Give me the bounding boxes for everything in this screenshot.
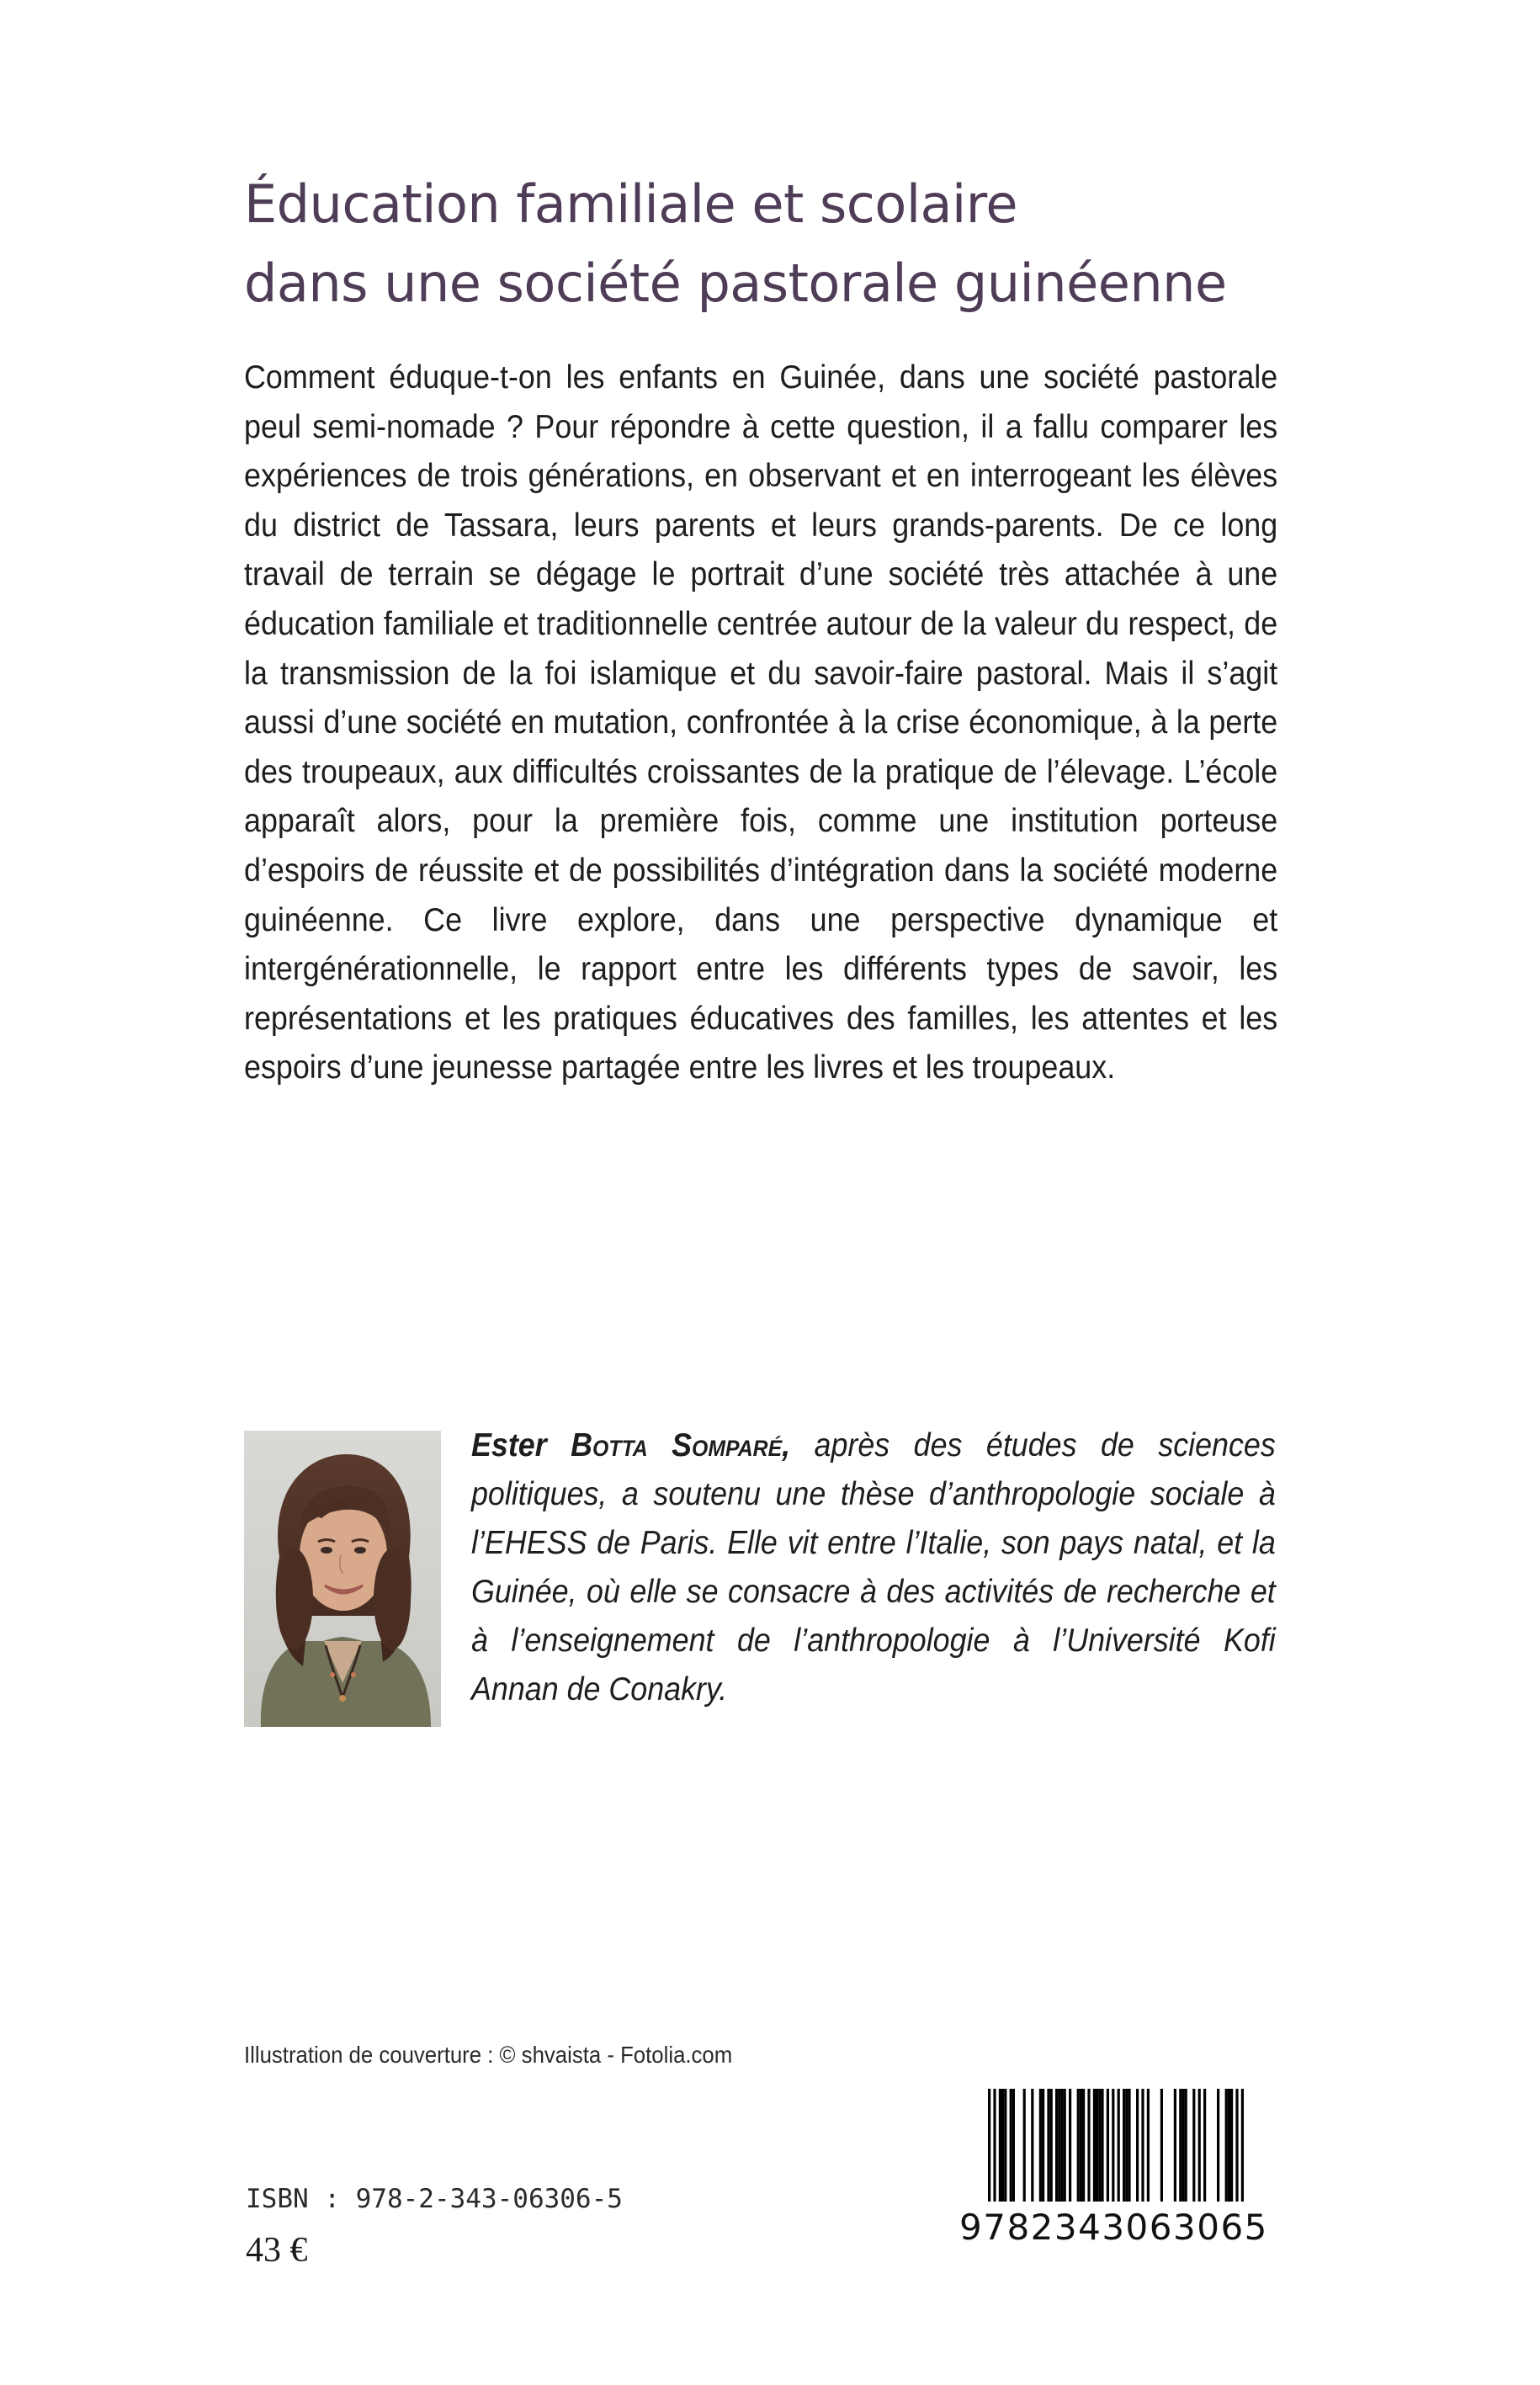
barcode-bar	[1069, 2089, 1071, 2203]
barcode-bar	[1203, 2089, 1206, 2203]
barcode-bar	[1012, 2089, 1015, 2203]
barcode-bar	[1225, 2089, 1228, 2203]
barcode-bar	[1192, 2089, 1195, 2203]
barcode-bar	[1123, 2089, 1125, 2203]
barcode-bar	[1185, 2089, 1187, 2203]
barcode-bar	[1077, 2089, 1080, 2203]
author-first-name: Ester	[471, 1427, 547, 1463]
barcode-bar	[1101, 2089, 1103, 2203]
barcode-bar	[1125, 2089, 1128, 2203]
barcode-bar	[1082, 2089, 1085, 2203]
barcode-bar	[1112, 2089, 1114, 2203]
barcode-bar	[1118, 2089, 1120, 2203]
barcode-bar	[1160, 2089, 1163, 2203]
barcode-bar	[1087, 2089, 1090, 2203]
barcode-bar	[993, 2089, 996, 2203]
barcode-bar	[1039, 2089, 1042, 2203]
author-name	[471, 1427, 790, 1463]
barcode-bar	[1182, 2089, 1184, 2203]
barcode-bar	[1235, 2089, 1238, 2203]
isbn: ISBN : 978-2-343-06306-5	[246, 2184, 623, 2214]
barcode-bar	[1174, 2089, 1176, 2203]
barcode-bar	[1230, 2089, 1233, 2203]
barcode-digits: 9782343063065	[959, 2202, 1279, 2254]
barcode-bar	[1098, 2089, 1101, 2203]
barcode-bar	[1198, 2089, 1201, 2203]
book-title-line-2: dans une société pastorale guinéenne	[244, 252, 1227, 314]
cover-illustration-credit: Illustration de couverture : © shvaista - Fotolia.com	[244, 2042, 733, 2068]
barcode-bar	[1058, 2089, 1060, 2203]
barcode-bar	[1141, 2089, 1144, 2203]
barcode-bar	[1004, 2089, 1006, 2203]
author-last-name: Botta Somparé,	[571, 1427, 791, 1463]
barcode-bar	[1064, 2089, 1066, 2203]
barcode-bar	[1050, 2089, 1053, 2203]
barcode-bar	[1023, 2089, 1026, 2203]
barcode-bar	[1060, 2089, 1063, 2203]
barcode-bar	[1147, 2089, 1150, 2203]
barcode-bar	[1055, 2089, 1058, 2203]
barcode-bar	[1001, 2089, 1004, 2203]
author-bio	[471, 1421, 1276, 1714]
book-summary: Comment éduque-t-on les enfants en Guinée, dans une société pastorale peul semi-nomade ? Pour répondre à cette question, il a fallu comparer les expériences de trois générations, en observant et en interrogeant les élèves du district de Tassara, leurs parents et leurs grands-parents. De ce long travail de terrain se dégage le portrait d’une société très attachée à une éducation familiale et traditionnelle centrée autour de la valeur du respect, de la transmission de la foi islamique et du savoir-faire pastoral. Mais il s’agit aussi d’une société en mutation, confrontée à la crise économique, à la perte des troupeaux, aux difficultés croissantes de la pratique de l’élevage. L’école apparaît alors, pour la première fois, comme une institution porteuse d’espoirs de réussite et de possibilités d’intégration dans la société moderne guinéenne. Ce livre explore, dans une perspective dynamique et intergénérationnelle, le rapport entre les différents types de savoir, les représentations et les pratiques éducatives des familles, les attentes et les espoirs d’une jeunesse partagée entre les livres et les troupeaux.	[244, 359, 1278, 1086]
barcode-bar	[1136, 2089, 1139, 2203]
barcode-bar	[999, 2089, 1001, 2203]
barcode-bar	[1241, 2089, 1244, 2203]
barcode-bar	[1047, 2089, 1049, 2203]
barcode-bar	[988, 2089, 990, 2203]
barcode-bar	[1128, 2089, 1130, 2203]
barcode-bar	[1179, 2089, 1182, 2203]
barcode	[959, 2089, 1279, 2254]
barcode-bar	[1042, 2089, 1044, 2203]
barcode-bar	[1217, 2089, 1219, 2203]
price: 43 €	[246, 2231, 308, 2270]
barcode-bar	[1228, 2089, 1230, 2203]
barcode-bar	[1031, 2089, 1033, 2203]
barcode-bar	[1096, 2089, 1098, 2203]
book-title-line-1: Éducation familiale et scolaire	[244, 173, 1018, 235]
barcode-bar	[1093, 2089, 1096, 2203]
author-bio-text: après des études de sciences politiques, a soutenu une thèse d’anthropologie sociale à l’EHESS de Paris. Elle vit entre l’Italie, son pays natal, et la Guinée, où elle se consacre à des activités de recherche et à l’enseignement de l’anthropologie à l’Université Kofi Annan de Conakry.	[471, 1427, 1276, 1708]
barcode-bar	[1010, 2089, 1012, 2203]
author-photo	[244, 1431, 441, 1727]
barcode-bar	[1080, 2089, 1082, 2203]
book-title	[244, 165, 1338, 323]
barcode-bar	[1107, 2089, 1109, 2203]
